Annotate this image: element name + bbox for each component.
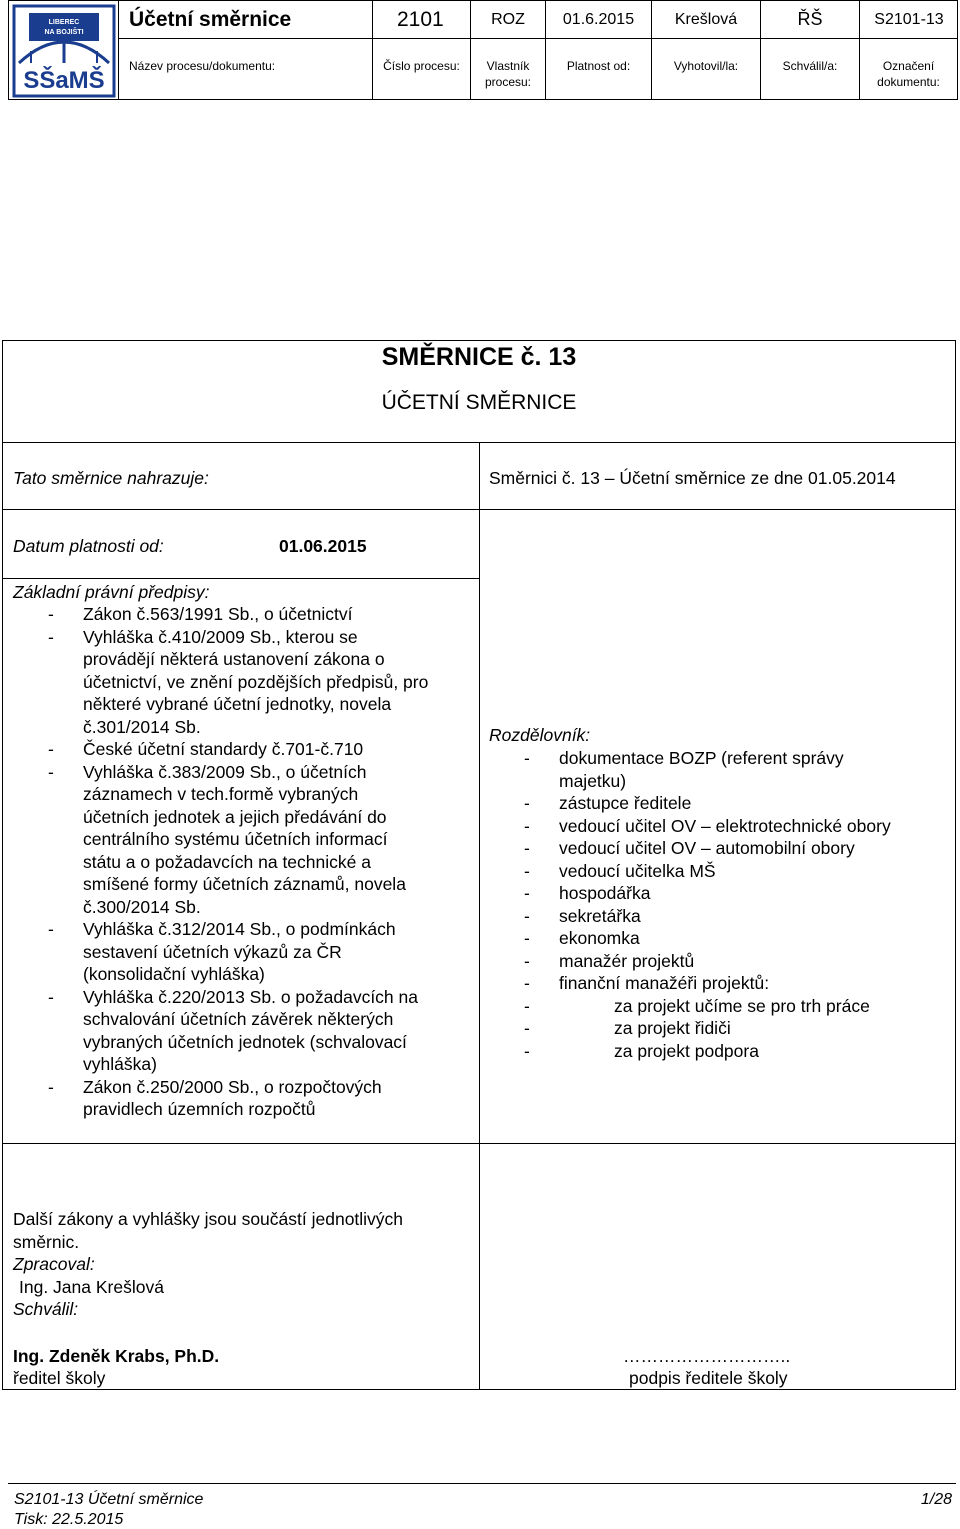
dash-bullet: - [524,838,530,858]
label-doc-id [859,38,957,100]
other-laws-line2: směrnic. [13,1231,80,1252]
legal-line: Vyhláška č.220/2013 Sb. o požadavcích na [83,986,418,1007]
label-owner-line2: procesu: [484,75,532,89]
legal-line: státu a o požadavcích na technické a [83,851,371,872]
dash-bullet: - [524,928,530,948]
legal-line: provádějí některá ustanovení zákona o [83,649,385,669]
project-item [489,1017,949,1040]
distribution-line: vedoucí učitel OV – automobilní obory [559,838,855,858]
distribution-item [489,882,949,905]
dash-bullet: - [48,986,54,1007]
distribution-line: dokumentace BOZP (referent správy [559,748,844,768]
label-process-number: Číslo procesu: [372,38,470,100]
legal-line: č.300/2014 Sb. [83,896,201,917]
distribution-line: vedoucí učitelka MŠ [559,860,716,881]
project-line: za projekt podpora [614,1040,759,1061]
logo-brand: SŠaMŠ [23,67,105,94]
distribution-line: sekretářka [559,905,641,926]
legal-line: účetnictví, ve znění pozdějších předpisů, pro [83,671,429,692]
legal-item [13,626,483,739]
document-header [8,0,958,100]
school-logo [9,1,119,99]
approved-by: ŘŠ [760,1,859,38]
label-doc-id-line1: Označení [882,59,935,73]
dash-bullet: - [48,604,54,624]
label-valid-from: Platnost od: [545,38,651,100]
footer-page: 1/28 [920,1491,952,1508]
dash-bullet: - [524,973,530,993]
distribution-item [489,747,949,792]
doc-id: S2101-13 [859,1,958,38]
doc-title: Účetní směrnice [129,7,292,31]
other-laws-note [13,1208,403,1253]
replaces-value: Směrnici č. 13 – Účetní směrnice ze dne 01.05.2014 [489,468,896,488]
legal-label: Základní právní předpisy: [13,582,210,602]
process-number: 2101 [372,1,470,38]
legal-line: vybraných účetních jednotek (schvalovací [83,1031,407,1052]
distribution-item [489,905,949,928]
project-line: za projekt řidiči [614,1018,731,1038]
directive-heading: SMĚRNICE č. 13 [381,343,577,371]
distribution-item [489,837,949,860]
legal-line: Vyhláška č.383/2009 Sb., o účetních [83,761,367,782]
dash-bullet: - [524,1018,530,1038]
legal-item [13,918,483,986]
distribution-line: finanční manažéři projektů: [559,973,770,993]
legal-line: Zákon č.250/2000 Sb., o rozpočtových [83,1076,382,1097]
legal-line: centrálního systému účetních informací [83,829,388,849]
distribution-list [489,747,949,1062]
director-title: ředitel školy [13,1368,106,1388]
legal-item [13,1076,483,1121]
logo-text-line2: NA BOJIŠTI [44,29,84,36]
legal-item [13,761,483,919]
legal-line: některé vybrané účetní jednotky, novela [83,694,392,714]
legal-line: smíšené formy účetních záznamů, novela [83,874,406,894]
dash-bullet: - [524,950,530,971]
directive-subheading: ÚČETNÍ SMĚRNICE [381,391,577,414]
distribution-line: vedoucí učitel OV – elektrotechnické obory [559,815,891,836]
project-line: za projekt učíme se pro trh práce [614,995,870,1016]
legal-item [13,603,483,626]
director-name: Ing. Zdeněk Krabs, Ph.D. [13,1346,220,1366]
prepared-name: Ing. Jana Krešlová [19,1277,164,1297]
legal-line: sestavení účetních výkazů za ČR [83,941,342,962]
footer-rule [8,1483,956,1484]
project-item [489,995,949,1018]
other-laws-line1: Další zákony a vyhlášky jsou součástí jednotlivých [13,1209,404,1229]
dash-bullet: - [524,748,530,768]
valid-label: Datum platnosti od: [13,536,164,556]
distribution-item [489,815,949,838]
legal-line: (konsolidační vyhláška) [83,964,265,984]
dash-bullet: - [48,919,54,939]
prepared-by: Krešlová [651,1,760,38]
legal-line: Vyhláška č.410/2009 Sb., kterou se [83,626,358,647]
legal-line: České účetní standardy č.701-č.710 [83,739,364,759]
distribution-line: majetku) [559,770,627,791]
dash-bullet: - [48,761,54,782]
label-owner-line1: Vlastník [486,59,530,73]
footer-print-date: Tisk: 22.5.2015 [14,1511,124,1528]
label-approved-by: Schválil/a: [760,38,859,100]
legal-line: Zákon č.563/1991 Sb., o účetnictví [83,604,353,624]
legal-item [13,986,483,1076]
dash-bullet: - [524,793,530,813]
dash-bullet: - [524,883,530,903]
legal-line: účetních jednotek a jejich předávání do [83,806,387,827]
replaces-label: Tato směrnice nahrazuje: [13,468,209,488]
distribution-line: hospodářka [559,883,651,903]
valid-value: 01.06.2015 [279,536,367,556]
signature-label: podpis ředitele školy [629,1368,788,1388]
legal-line: záznamech v tech.formě vybraných [83,784,359,804]
distribution-line: zástupce ředitele [559,793,692,813]
distribution-item [489,860,949,883]
legal-line: pravidlech územních rozpočtů [83,1099,316,1119]
dash-bullet: - [48,739,54,759]
school-logo-graphic [9,1,119,99]
dash-bullet: - [524,905,530,926]
approved-label: Schválil: [13,1299,79,1319]
label-owner [470,38,545,100]
prepared-label: Zpracoval: [13,1254,95,1274]
signature-dots: ……………………….. [623,1346,791,1366]
distribution-item [489,927,949,950]
legal-line: Vyhláška č.312/2014 Sb., o podmínkách [83,919,396,939]
legal-line: č.301/2014 Sb. [83,716,201,737]
header-values-row [119,1,957,39]
valid-from: 01.6.2015 [545,1,651,38]
dash-bullet: - [524,860,530,881]
legal-item [13,738,483,761]
legal-list [13,603,483,1121]
logo-text-line1: LIBEREC [48,19,80,26]
dash-bullet: - [524,995,530,1016]
distribution-item [489,950,949,973]
label-name: Název procesu/dokumentu: [129,59,276,73]
dash-bullet: - [524,815,530,836]
distribution-item [489,972,949,995]
directive-table [2,340,956,1390]
distribution-label: Rozdělovník: [489,725,591,745]
distribution-line: manažér projektů [559,950,695,971]
label-prepared-by: Vyhotovil/la: [651,38,760,100]
footer-doc: S2101-13 Účetní směrnice [14,1491,204,1508]
dash-bullet: - [48,626,54,647]
process-owner: ROZ [470,1,545,38]
legal-line: vyhláška) [83,1054,157,1074]
dash-bullet: - [524,1040,530,1061]
label-doc-id-line2: dokumentu: [877,75,940,89]
distribution-item [489,792,949,815]
legal-line: schvalování účetních závěrek některých [83,1009,394,1029]
distribution-line: ekonomka [559,928,640,948]
dash-bullet: - [48,1076,54,1097]
project-item [489,1040,949,1063]
